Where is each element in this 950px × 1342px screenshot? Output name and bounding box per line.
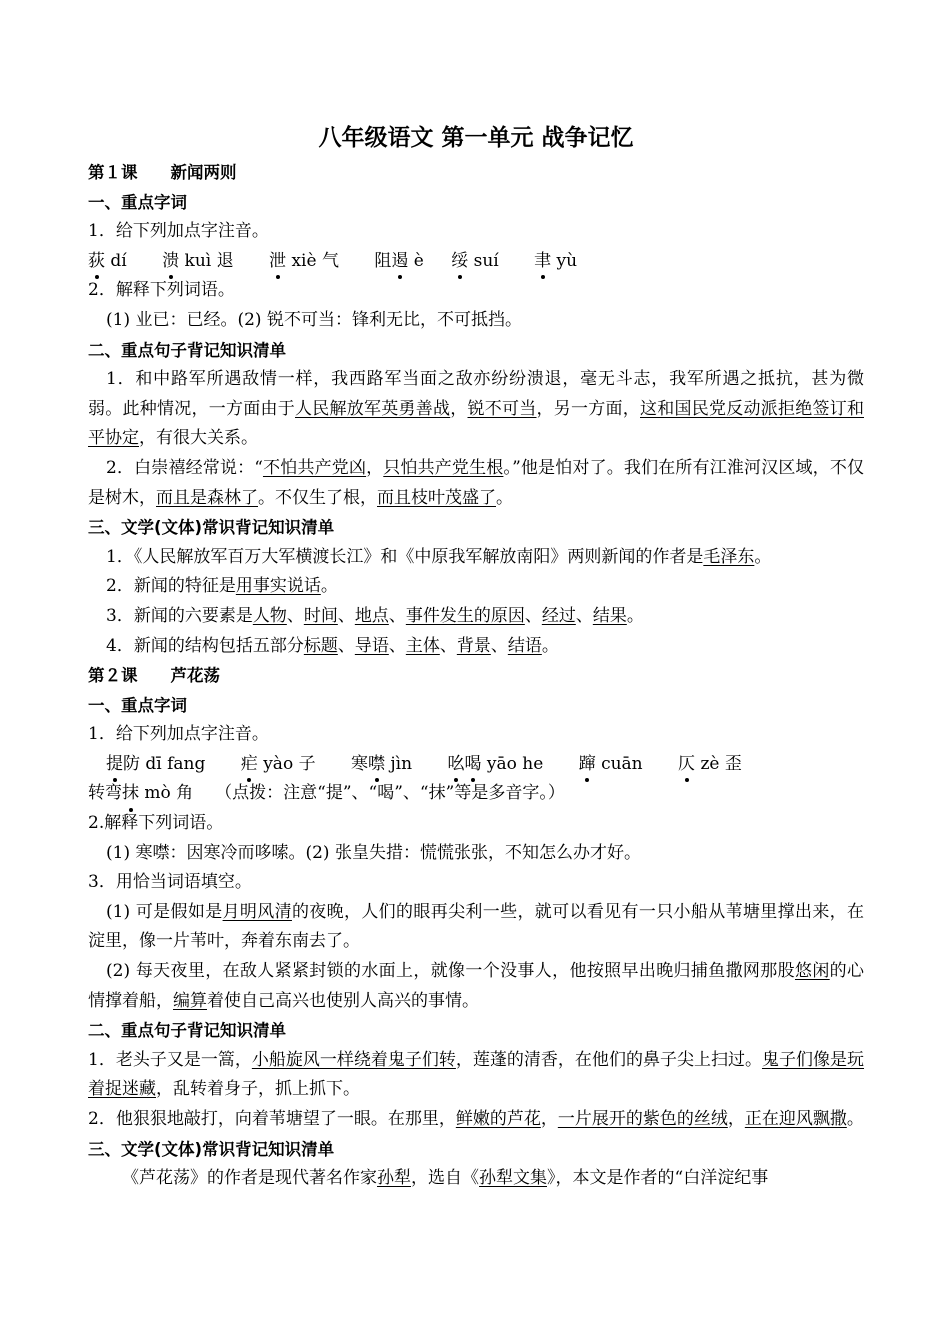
dotted-char: 疟: [241, 750, 258, 780]
underlined-answer: 正在迎风飘撒: [744, 1109, 847, 1129]
lesson-1-sentence-2: 2．白崇禧经常说：“不怕共产党凶，只怕共产党生根。”他是怕对了。我们在所有江淮河汉区域，不仅是树木，而且是森林了。不仅生了根，而且枝叶茂盛了。: [88, 457, 865, 508]
underlined-answer: 而且枝叶茂盛了: [377, 487, 496, 508]
underlined-answer: 一片展开的紫色的丝绒: [557, 1109, 728, 1129]
lesson-1-question-2-answer: (1) 业已：已经。(2) 锐不可当：锋利无比，不可抵挡。: [106, 309, 522, 330]
pinyin-prefix: 阻: [374, 250, 392, 271]
lesson-1-knowledge-item-4: 4．新闻的结构包括五部分标题、导语、主体、背景、结语。: [106, 635, 559, 656]
underlined-answer: 人物: [252, 605, 287, 626]
pinyin-tail: 气: [321, 250, 339, 271]
lesson-1-heading: 第１课 新闻两则: [88, 163, 237, 182]
underlined-answer: 结果: [592, 605, 627, 626]
underlined-answer: 小船旋风一样绕着鬼子们转: [251, 1049, 456, 1070]
pinyin-text: zè: [695, 753, 725, 774]
pinyin-tail: 退: [216, 250, 234, 271]
lesson-1-question-2: 2．解释下列词语。: [88, 280, 235, 301]
pinyin-tail: 子: [298, 753, 316, 774]
underlined-answer: 主体: [405, 635, 440, 656]
pinyin-text: jìn: [385, 753, 413, 774]
lesson-1-section-3-heading: 三、文学(文体)常识背记知识清单: [88, 518, 335, 538]
dotted-char: 遏: [391, 247, 408, 277]
lesson-2-fill-2: (2) 每天夜里，在敌人紧紧封锁的水面上，就像一个没事人，他按照早出晚归捕鱼撒网那股悠闲的心情撑着船，编算着使自己高兴也使别人高兴的事情。: [88, 961, 865, 1011]
underlined-answer: 经过: [541, 605, 576, 626]
underlined-answer: 鲜嫩的芦花: [455, 1109, 541, 1129]
dotted-char: 聿: [534, 247, 551, 277]
lesson-1-sentence-1: 1．和中路军所遇敌情一样，我西路军当面之敌亦纷纷溃退，毫无斗志，我军所遇之抵抗，甚为微弱。此种情况，一方面由于人民解放军英勇善战，锐不可当，另一方面，这和国民党反动派拒绝签订和平协定，有很大关系。: [88, 369, 864, 449]
dotted-char: 噤: [368, 750, 385, 780]
underlined-answer: 结语: [507, 635, 542, 656]
lesson-1-question-1: 1．给下列加点字注音。: [88, 221, 269, 242]
pinyin-text: yù: [551, 250, 578, 271]
dotted-char: 仄: [678, 750, 695, 780]
lesson-2-question-1: 1．给下列加点字注音。: [88, 724, 269, 745]
lesson-2-heading: 第２课 芦花荡: [88, 666, 220, 686]
underlined-answer: 而且是森林了: [156, 487, 258, 508]
pinyin-tail: 歪: [724, 753, 742, 774]
underlined-answer: 悠闲: [794, 961, 830, 982]
underlined-answer: 鬼子们像是玩着捉迷藏: [88, 1049, 865, 1100]
underlined-answer: 地点: [354, 605, 389, 626]
pinyin-text: xiè: [286, 250, 322, 271]
underlined-answer: 编算: [173, 990, 207, 1011]
pinyin-text: mò: [139, 783, 177, 804]
dotted-char: 泄: [269, 247, 286, 277]
underlined-answer: 背景: [456, 635, 491, 656]
dotted-char: 提: [106, 750, 123, 780]
dotted-char: 荻: [88, 247, 105, 277]
pinyin-prefix: 寒: [351, 753, 368, 774]
underlined-answer: 锐不可当: [467, 398, 537, 419]
lesson-2-pinyin-row-1: [88, 750, 864, 780]
pinyin-text: yào: [257, 753, 299, 774]
underlined-answer: 孙犁文集: [479, 1168, 547, 1189]
pinyin-text: dí: [105, 250, 127, 271]
pinyin-prefix: 转弯: [88, 783, 122, 804]
underlined-answer: 导语: [354, 635, 389, 656]
underlined-answer: 只怕共产党生根: [383, 457, 504, 478]
pinyin-text: kuì: [179, 250, 217, 271]
lesson-1-section-2-heading: 二、重点句子背记知识清单: [88, 340, 286, 360]
pinyin-tail: 防 dī fang: [123, 753, 206, 774]
document-page: [88, 118, 864, 1194]
lesson-2-knowledge-paragraph: 《芦花荡》的作者是现代著名作家孙犁，选自《孙犁文集》，本文是作者的“白洋淀纪事: [122, 1168, 769, 1189]
underlined-answer: 时间: [303, 605, 338, 626]
lesson-1-knowledge-item-2: 2．新闻的特征是用事实说话。: [106, 576, 338, 597]
lesson-2-sentence-1: 1．老头子又是一篙，小船旋风一样绕着鬼子们转，莲蓬的清香，在他们的鼻子尖上扫过。鬼子们像是玩着捉迷藏，乱转着身子，抓上抓下。: [88, 1049, 865, 1100]
lesson-2-section-1-heading: 一、重点字词: [88, 695, 187, 715]
document-title: 八年级语文 第一单元 战争记忆: [318, 125, 634, 151]
dotted-char: 喝: [464, 750, 481, 780]
underlined-answer: 月明风清: [222, 901, 292, 922]
lesson-1-knowledge-item-3: 3．新闻的六要素是人物、时间、地点、事件发生的原因、经过、结果。: [106, 605, 644, 626]
lesson-2-section-2-heading: 二、重点句子背记知识清单: [88, 1021, 286, 1041]
lesson-2-question-2-answer: (1) 寒噤：因寒冷而哆嗦。(2) 张皇失措：慌慌张张，不知怎么办才好。: [106, 842, 641, 863]
lesson-2-pinyin-row-2: [88, 779, 864, 809]
lesson-2-sentence-2: 2．他狠狠地敲打，向着苇塘望了一眼。在那里，鲜嫩的芦花，一片展开的紫色的丝绒，正在迎风飘撒。: [88, 1109, 864, 1129]
dotted-char: 抹: [122, 779, 139, 809]
lesson-1-section-1-heading: 一、重点字词: [88, 192, 187, 212]
pinyin-text: suí: [468, 250, 499, 271]
underlined-answer: 事件发生的原因: [405, 605, 525, 626]
pinyin-text: yāo he: [481, 753, 544, 774]
underlined-answer: 这和国民党反动派拒绝签订和平协定: [88, 398, 864, 449]
lesson-2-fill-1: (1) 可是假如是月明风清的夜晚，人们的眼再尖利一些，就可以看见有一只小船从苇塘里撑出来，在淀里，像一片苇叶，奔着东南去了。: [88, 901, 865, 952]
underlined-answer: 标题: [303, 635, 338, 656]
pinyin-note: （点拨：注意“提”、“喝”、“抹”等是多音字。）: [215, 783, 565, 804]
pinyin-text: è: [408, 250, 424, 271]
dotted-char: 溃: [162, 247, 179, 277]
lesson-1-knowledge-item-1: 1．《人民解放军百万大军横渡长江》和《中原我军解放南阳》两则新闻的作者是毛泽东。: [106, 546, 772, 567]
underlined-answer: 人民解放军英勇善战: [295, 398, 451, 419]
underlined-answer: 孙犁: [377, 1168, 411, 1189]
dotted-char: 吆: [447, 750, 464, 780]
dotted-char: 绥: [451, 247, 468, 277]
pinyin-text: cuān: [595, 753, 643, 774]
lesson-2-question-3: 3．用恰当词语填空。: [88, 872, 252, 893]
lesson-2-question-2: 2.解释下列词语。: [88, 813, 224, 834]
lesson-2-section-3-heading: 三、文学(文体)常识背记知识清单: [88, 1139, 335, 1159]
underlined-answer: 毛泽东: [703, 546, 755, 567]
lesson-1-pinyin-row: [88, 247, 864, 277]
dotted-char: 蹿: [579, 750, 596, 780]
pinyin-tail: 角: [176, 783, 194, 804]
underlined-answer: 用事实说话: [235, 576, 321, 597]
underlined-answer: 不怕共产党凶: [262, 457, 367, 478]
